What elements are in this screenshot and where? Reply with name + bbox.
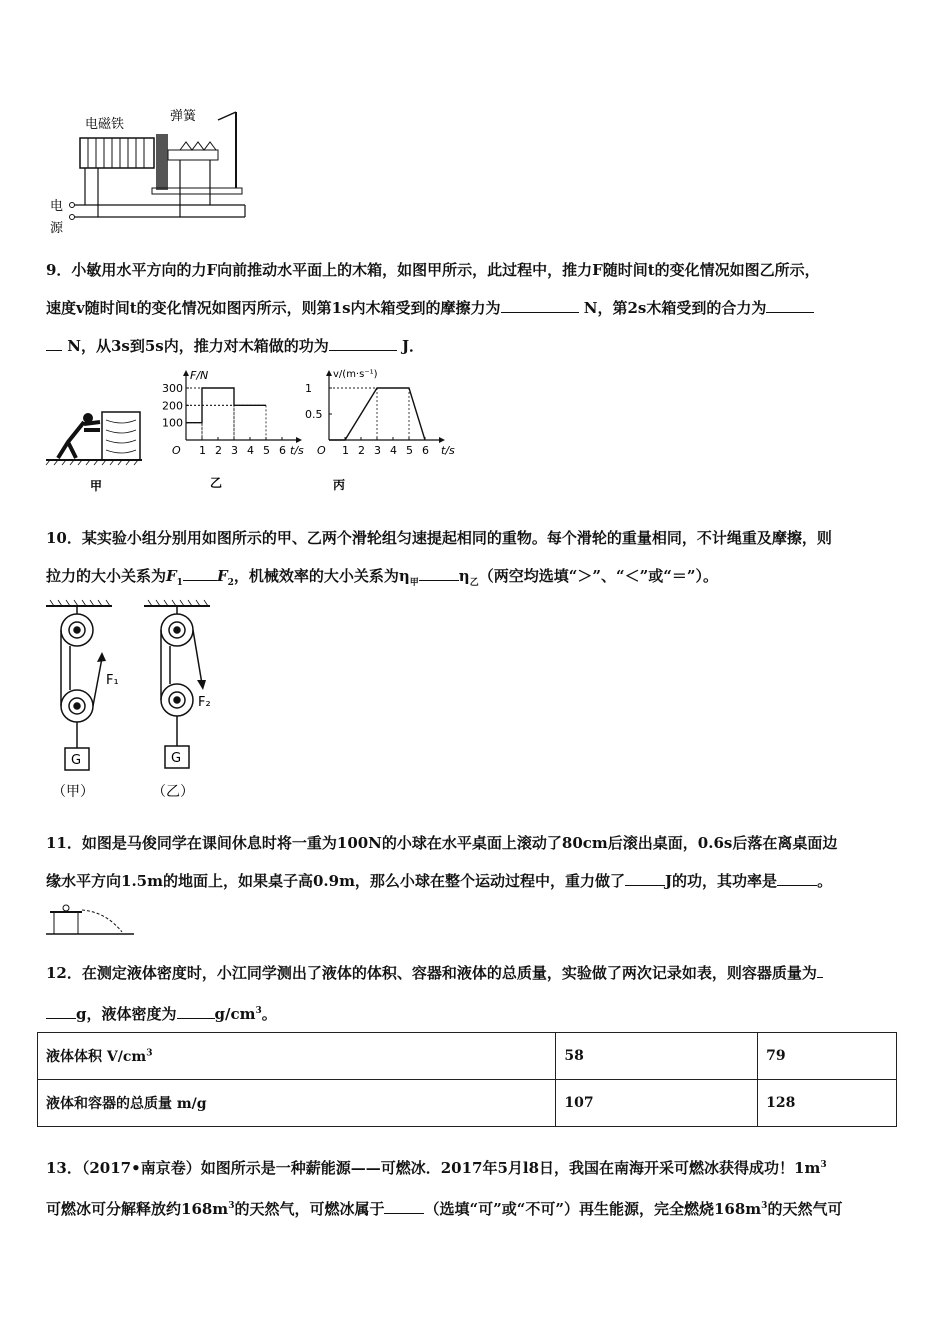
table-row [38,1033,897,1080]
x-tick-label: 5 [263,444,270,457]
x-axis-arrow [296,437,302,443]
q11-blank-1[interactable] [625,869,665,886]
y-tick-label: 200 [162,399,183,413]
table-row [38,1080,897,1127]
x-tick-label: 4 [390,444,397,457]
spring [180,142,216,150]
table-cell: 液体和容器的总质量 m/g [38,1080,556,1127]
q10-blank-2[interactable] [419,564,459,581]
x-tick-label: 3 [231,444,238,457]
table-cell: 107 [556,1080,758,1127]
label-F2: F₂ [198,695,211,710]
q10-blank-1[interactable] [183,564,217,581]
chart-v-origin: O [317,444,326,457]
y-axis-arrow [183,370,189,376]
chart-force-time [150,365,310,495]
figure-jia-push-box [44,400,144,495]
chart-v-ylabel: v/(m·s⁻¹) [333,369,378,380]
chart-F-ylabel: F/N [190,369,209,382]
x-tick-label: 4 [247,444,254,457]
power-label-1: 电 [50,199,64,214]
table-cell: 液体体积 $V/cm^3$ [38,1033,556,1080]
q11-line1: 11．如图是马俊同学在课间休息时将一重为100N的小球在水平桌面上滚动了80cm后滚出桌面，0.6s后落在离桌面边 [46,834,838,852]
question-9 [46,251,916,365]
chart-F-xlabel: t/s [290,444,304,457]
coil [80,138,154,168]
label-G-jia: G [71,753,82,768]
magnet-label: 电磁铁 [85,117,125,132]
q13-blank-1[interactable] [384,1197,424,1214]
q12-line2: g，液体密度为 $g/cm^3$。 [46,992,916,1033]
question-10 [46,519,916,602]
q11-line2: 缘水平方向1.5m的地面上，如果桌子高0.9m，那么小球在整个运动过程中，重力做了 J的功，其功率是 。 [46,862,916,900]
x-tick-label: 1 [199,444,206,457]
x-tick-label: 2 [215,444,222,457]
x-tick-label: 2 [358,444,365,457]
measurement-table [37,1032,897,1127]
q10-line1: 10．某实验小组分别用如图所示的甲、乙两个滑轮组匀速提起相同的重物。每个滑轮的重量相同，不计绳重及摩擦，则 [46,529,832,547]
ceiling-yi [144,600,210,606]
x-tick-label: 3 [374,444,381,457]
y-tick-label: 100 [162,416,183,430]
x-tick-label: 5 [406,444,413,457]
q9-line2: 速度v随时间t的变化情况如图丙所示，则第1s内木箱受到的摩擦力为 N，第2s木箱受到的合力为 [46,289,916,327]
q12-line1: 12．在测定液体密度时，小江同学测出了液体的体积、容器和液体的总质量，实验做了两次记录如表，则容器质量为 [46,954,916,992]
iron-plate [156,134,168,190]
q9-line1: 9．小敏用水平方向的力F向前推动水平面上的木箱，如图甲所示，此过程中，推力F随时间t的变化情况如图乙所示， [46,261,820,279]
q13-line1: 13．（2017•南京卷）如图所示是一种薪能源——可燃冰．2017年5月l8日，我国在南海开采可燃冰获得成功！$1m^3$ [46,1159,827,1177]
q13-line2: 可燃冰可分解释放约$168m^3$的天然气，可燃冰属于 （选填“可”或“不可”）再生能源，完全燃烧$168m^3$的天然气可 [46,1187,916,1228]
q9-blank-2[interactable] [766,296,814,313]
chart-v-xlabel: t/s [441,444,455,457]
power-label-2: 源 [50,221,64,236]
spring-label: 弹簧 [170,109,197,124]
ball [63,905,69,911]
q10-line2: 拉力的大小关系为$F_1$ $F_2$，机械效率的大小关系为$\eta_甲$ $\eta_乙$（两空均选填“＞”、“＜”或“＝”）。 [46,557,916,602]
table-cell: 79 [758,1033,897,1080]
chart-F-caption: 乙 [210,476,223,490]
ball-table-figure [46,900,136,940]
label-G-yi: G [171,751,182,766]
q12-blank-1-cont[interactable] [46,1002,76,1019]
caption-jia: （甲） [52,784,94,800]
q9-blank-1[interactable] [501,296,579,313]
y-axis-arrow [326,370,332,376]
q12-blank-2[interactable] [177,1002,215,1019]
y-tick-label: 0.5 [305,408,323,421]
person [58,422,100,458]
question-12 [46,954,916,1033]
q11-blank-2[interactable] [777,869,817,886]
ceiling-jia [46,600,112,606]
pulley-systems-figure [40,596,230,806]
chart-v-caption: 丙 [333,478,346,492]
fig-jia-caption: 甲 [90,479,103,493]
table-cell: 128 [758,1080,897,1127]
x-tick-label: 6 [422,444,429,457]
question-13 [46,1146,916,1228]
question-11 [46,824,916,900]
x-tick-label: 1 [342,444,349,457]
table-cell: 58 [556,1033,758,1080]
chart-velocity-time [305,365,465,495]
q9-blank-3[interactable] [329,334,397,351]
label-F1: F₁ [106,673,119,688]
y-tick-label: 1 [305,382,312,395]
q9-blank-2-cont[interactable] [46,334,62,351]
q12-blank-1[interactable] [817,961,823,978]
y-tick-label: 300 [162,382,183,395]
q9-line3: N，从3s到5s内，推力对木箱做的功为 J． [46,327,916,365]
x-tick-label: 6 [279,444,286,457]
caption-yi: （乙） [152,784,194,800]
chart-F-origin: O [172,444,181,457]
trajectory [82,910,122,932]
electromagnet-figure [40,100,255,240]
x-axis-arrow [439,437,445,443]
